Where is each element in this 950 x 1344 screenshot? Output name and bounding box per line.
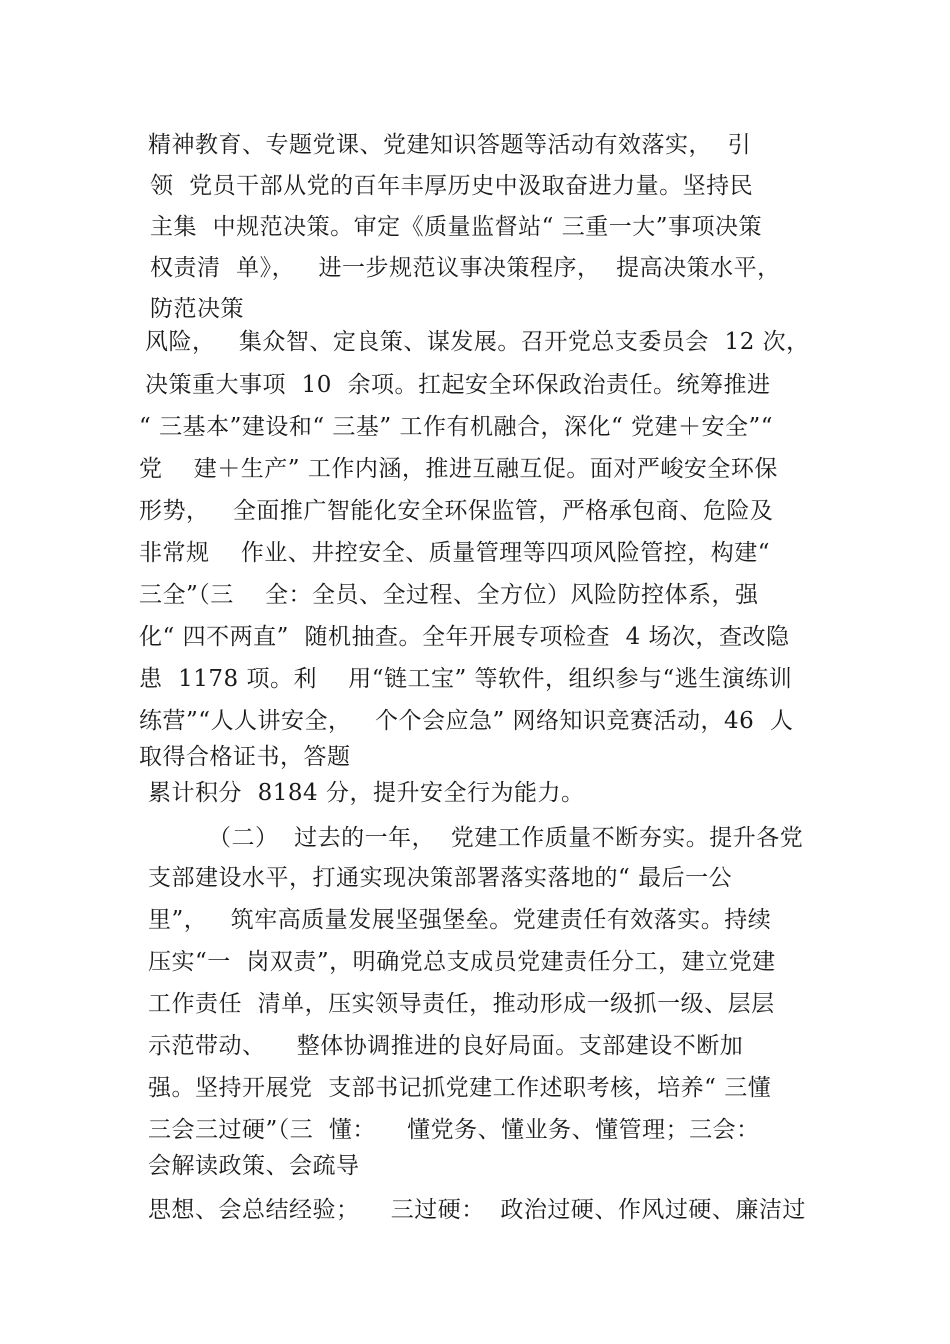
- text-line: 风险， 集众智、定良策、谋发展。召开党总支委员会 12 次，: [145, 329, 810, 355]
- text-line: 领 党员干部从党的百年丰厚历史中汲取奋进力量。坚持民: [150, 173, 754, 199]
- text-line: 取得合格证书，答题: [139, 744, 351, 770]
- text-line: 主集 中规范决策。审定《质量监督站“ 三重一大”事项决策: [150, 214, 762, 240]
- text-line: 累计积分 8184 分，提升安全行为能力。: [148, 780, 585, 806]
- text-line: 形势， 全面推广智能化安全环保监管，严格承包商、危险及: [139, 498, 774, 524]
- text-line: 患 1178 项。利 用“链工宝” 等软件，组织参与“逃生演练训: [139, 666, 793, 692]
- text-line: 里”， 筑牢高质量发展坚强堡垒。党建责任有效落实。持续: [148, 907, 772, 933]
- text-line: 练营”“人人讲安全， 个个会应急” 网络知识竞赛活动，46 人: [139, 708, 794, 734]
- text-line: 支部建设水平，打通实现决策部署落实落地的“ 最后一公: [148, 865, 733, 891]
- text-line: 会解读政策、会疏导: [148, 1153, 360, 1179]
- text-line: 化“ 四不两直” 随机抽查。全年开展专项检查 4 场次，查改隐: [139, 624, 790, 650]
- section-heading-line: （二） 过去的一年， 党建工作质量不断夯实。提升各党: [208, 825, 804, 851]
- text-line: 强。坚持开展党 支部书记抓党建工作述职考核，培养“ 三懂: [148, 1075, 772, 1101]
- text-line: 防范决策: [150, 296, 244, 322]
- text-line: 思想、会总结经验； 三过硬： 政治过硬、作风过硬、廉洁过: [148, 1197, 806, 1223]
- text-line: 非常规 作业、井控安全、质量管理等四项风险管控，构建“: [139, 540, 771, 566]
- text-line: 压实“一 岗双责”，明确党总支成员党建责任分工，建立党建: [148, 949, 776, 975]
- text-line: 三会三过硬”（三 懂： 懂党务、懂业务、懂管理；三会：: [148, 1117, 760, 1143]
- text-line: 决策重大事项 10 余项。扛起安全环保政治责任。统筹推进: [145, 372, 771, 398]
- text-line: 工作责任 清单，压实领导责任，推动形成一级抓一级、层层: [148, 991, 775, 1017]
- text-line: 三全”（三 全：全员、全过程、全方位）风险防控体系，强: [139, 582, 759, 608]
- text-line: 权责清 单》， 进一步规范议事决策程序， 提高决策水平，: [150, 255, 781, 281]
- text-line: 党 建＋生产” 工作内涵，推进互融互促。面对严峻安全环保: [139, 456, 778, 482]
- text-line: 示范带动、 整体协调推进的良好局面。支部建设不断加: [148, 1033, 744, 1059]
- text-line: “ 三基本”建设和“ 三基” 工作有机融合，深化“ 党建＋安全”“: [139, 414, 774, 440]
- text-line: 精神教育、专题党课、党建知识答题等活动有效落实， 引: [148, 132, 752, 158]
